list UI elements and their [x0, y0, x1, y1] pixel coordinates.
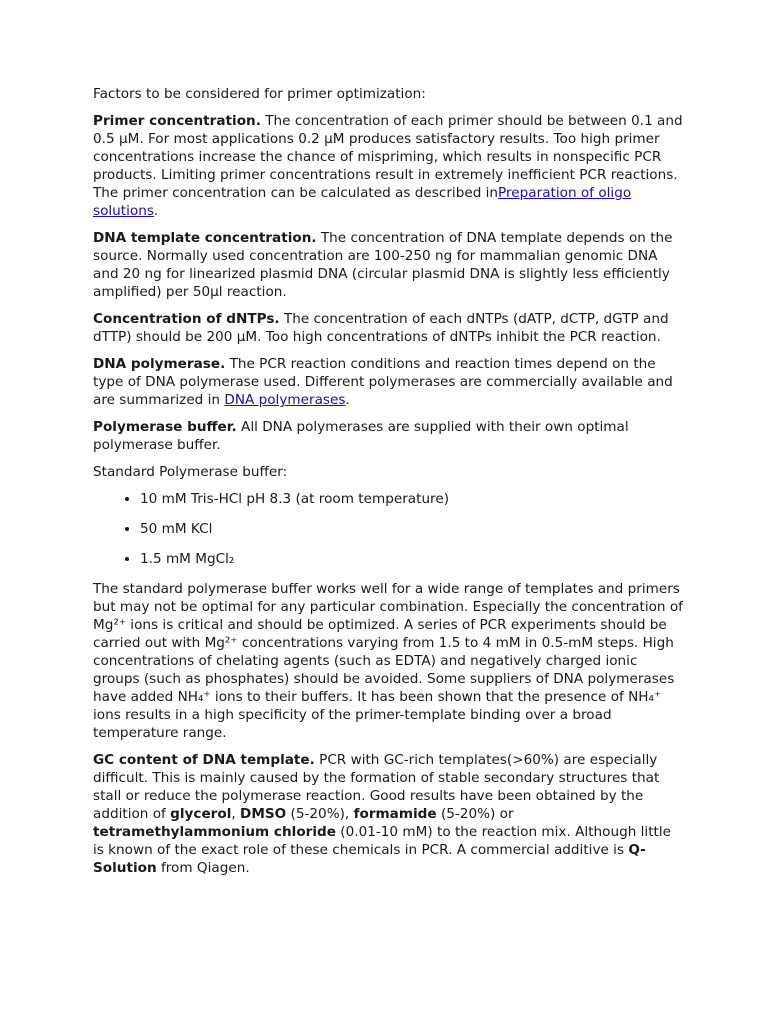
- gc-content-paragraph: GC content of DNA template. PCR with GC-rich templates(>60%) are especially difficult. This is mainly caused by the formation of stable secondary structures that stall or reduce the polymerase reaction. Good results have been obtained by the addition of glycerol, DMSO (5-20%), formamide (5-20%) or tetramethylammonium chloride (0.01-10 mM) to the reaction mix. Although little is known of the exact role of these chemicals in PCR. A commercial additive is Q-Solution from Qiagen.: [93, 752, 671, 876]
- template-concentration-paragraph: [93, 229, 683, 301]
- polymerase-heading: DNA polymerase.: [93, 356, 226, 372]
- template-concentration-heading: DNA template concentration.: [93, 230, 317, 246]
- dntps-heading: Concentration of dNTPs.: [93, 311, 280, 327]
- glycerol-term: glycerol: [170, 806, 232, 822]
- gc-content-heading: GC content of DNA template.: [93, 752, 315, 768]
- buffer-list: [93, 490, 683, 568]
- standard-buffer-label: Standard Polymerase buffer:: [93, 464, 288, 480]
- list-item: • 50 mM KCl: [140, 520, 683, 538]
- polymerase-paragraph: DNA polymerase. The PCR reaction conditions and reaction times depend on the type of DNA polymerase used. Different polymerases are commercially available and are summarized in DNA polymerases.: [93, 356, 673, 408]
- document-body: [93, 85, 683, 886]
- template-concentration-text: The concentration of DNA template depends on the source. Normally used concentration are 100-250 ng for mammalian genomic DNA and 20 ng for linearized plasmid DNA (circular plasmid DNA is slightly less efficiently amplified) per 50μl reaction.: [93, 230, 673, 300]
- buffer-text: All DNA polymerases are supplied with their own optimal polymerase buffer.: [93, 419, 629, 453]
- buffer-heading: Polymerase buffer.: [93, 419, 237, 435]
- primer-concentration-heading: Primer concentration.: [93, 113, 261, 129]
- list-item: • 10 mM Tris-HCl pH 8.3 (at room temperature): [140, 490, 683, 508]
- oligo-solutions-link[interactable]: Preparation of oligo solutions: [93, 185, 632, 219]
- buffer-details-paragraph: The standard polymerase buffer works well for a wide range of templates and primers but may not be optimal for any particular combination. Especially the concentration of Mg²⁺ ions is critical and should be optimized. A series of PCR experiments should be carried out with Mg²⁺ concentrations varying from 1.5 to 4 mM in 0.5-mM steps. High concentrations of chelating agents (such as EDTA) and negatively charged ionic groups (such as phosphates) should be avoided. Some suppliers of DNA polymerases have added NH₄⁺ ions to their buffers. It has been shown that the presence of NH₄⁺ ions results in a high specificity of the primer-template binding over a broad temperature range.: [93, 581, 683, 741]
- dntps-paragraph: [93, 310, 683, 346]
- dna-polymerases-link[interactable]: DNA polymerases: [224, 392, 346, 408]
- tmac-term: tetramethylammonium chloride: [93, 824, 336, 840]
- intro-paragraph: Factors to be considered for primer optimization:: [93, 86, 426, 102]
- dntps-text: The concentration of each dNTPs (dATP, dCTP, dGTP and dTTP) should be 200 μM. Too high concentrations of dNTPs inhibit the PCR reaction.: [93, 311, 669, 345]
- dmso-term: DMSO: [240, 806, 287, 822]
- primer-concentration-text: The concentration of each primer should be between 0.1 and 0.5 μM. For most applications 0.2 μM produces satisfactory results. Too high primer concentrations increase the chance of mispriming, which results in nonspecific PCR products. Limiting primer concentrations result in extremely inefficient PCR reactions. The primer concentration can be calculated as described in: [93, 113, 683, 201]
- primer-concentration-paragraph: Primer concentration. The concentration of each primer should be between 0.1 and 0.5 μM. For most applications 0.2 μM produces satisfactory results. Too high primer concentrations increase the chance of mispriming, which results in nonspecific PCR products. Limiting primer concentrations result in extremely inefficient PCR reactions. The primer concentration can be calculated as described inPreparation of oligo solutions.: [93, 113, 683, 219]
- buffer-paragraph: [93, 418, 683, 454]
- formamide-term: formamide: [353, 806, 437, 822]
- q-solution-term: Q-Solution: [93, 842, 646, 876]
- polymerase-text: The PCR reaction conditions and reaction times depend on the type of DNA polymerase used. Different polymerases are commercially available and are summarized in: [93, 356, 673, 408]
- list-item: • 1.5 mM MgCl₂: [140, 550, 683, 568]
